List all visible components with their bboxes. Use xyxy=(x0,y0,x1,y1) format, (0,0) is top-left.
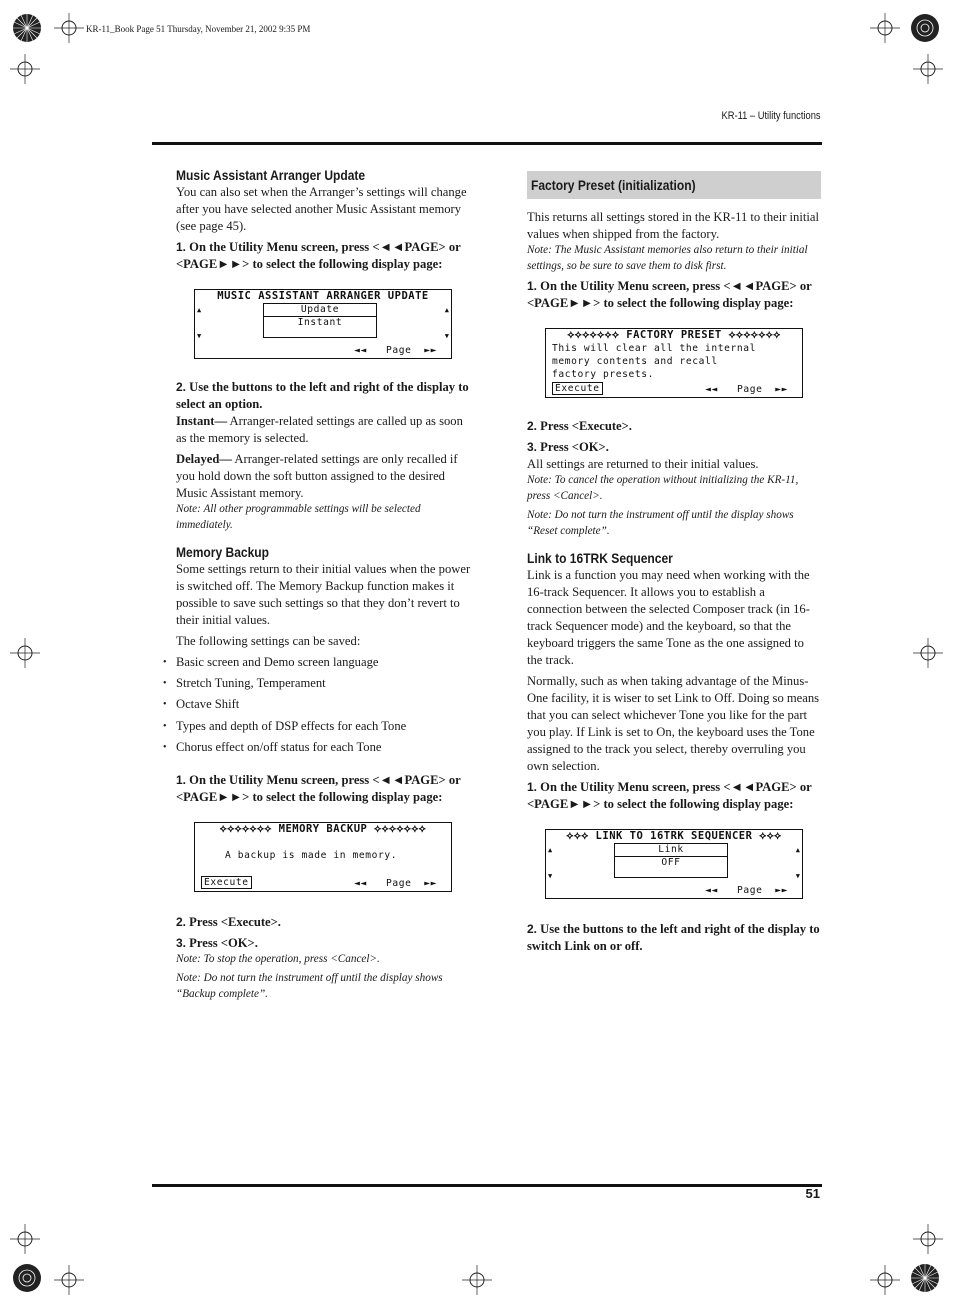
crosshair-icon xyxy=(913,638,943,668)
down-arrow-icon: ▼ xyxy=(444,332,449,340)
print-slug: KR-11_Book Page 51 Thursday, November 21, 2002 9:35 PM xyxy=(86,24,311,34)
lcd-page-nav[interactable]: ◄◄ Page ►► xyxy=(354,345,437,356)
link-p2: Normally, such as when taking advantage of the Minus-One facility, it is wiser to set Link to Off. Doing so means that you can select whichever Tone you like for the part you play. If Link is set to On, the keyboard uses the Tone assigned to the track you select, thereby overruling you own selection. xyxy=(527,674,820,773)
fp-result: All settings are returned to their initial values. xyxy=(527,457,759,471)
section-heading-maau: Music Assistant Arranger Update xyxy=(176,167,366,183)
maau-step-1: 1. On the Utility Menu screen, press <◄◄PAGE> or <PAGE►►> to select the following display page: xyxy=(176,240,461,271)
lcd-title: ⟡⟡⟡⟡⟡⟡⟡ FACTORY PRESET ⟡⟡⟡⟡⟡⟡⟡ xyxy=(567,329,781,341)
up-arrow-icon: ▲ xyxy=(548,846,553,854)
delayed-desc: Delayed— Arranger-related settings are only recalled if you hold down the soft button assigned to the desired Music Assistant memory. xyxy=(176,452,458,500)
crosshair-icon xyxy=(913,1224,943,1254)
list-item: • Stretch Tuning, Temperament xyxy=(176,675,471,692)
registration-mark-icon xyxy=(910,13,940,43)
maau-step-2: 2. Use the buttons to the left and right of the display to select an option. xyxy=(176,380,469,411)
lcd-execute-button[interactable]: Execute xyxy=(201,876,252,889)
fp-intro: This returns all settings stored in the KR-11 to their initial values when shipped from the factory. xyxy=(527,210,819,241)
lcd-title: ⟡⟡⟡⟡⟡⟡⟡ MEMORY BACKUP ⟡⟡⟡⟡⟡⟡⟡ xyxy=(219,822,427,835)
mb-intro: Some settings return to their initial values when the power is switched off. The Memory Backup function makes it possible to save such settings so that they don’t revert to their initial values. xyxy=(176,562,471,627)
lcd-option-update[interactable]: Update xyxy=(300,304,340,315)
mb-note-2: Note: Do not turn the instrument off until the display shows “Backup complete”. xyxy=(176,972,443,1000)
fp-note-3: Note: Do not turn the instrument off until the display shows “Reset complete”. xyxy=(527,509,794,537)
lcd-title: ⟡⟡⟡ LINK TO 16TRK SEQUENCER ⟡⟡⟡ xyxy=(566,830,782,842)
list-item: • Chorus effect on/off status for each Tone xyxy=(176,739,471,756)
crosshair-icon xyxy=(870,1265,900,1295)
down-arrow-icon: ▼ xyxy=(795,872,800,880)
list-item: • Types and depth of DSP effects for each Tone xyxy=(176,718,471,735)
crosshair-icon xyxy=(913,54,943,84)
down-arrow-icon: ▼ xyxy=(548,872,553,880)
crosshair-icon xyxy=(10,1224,40,1254)
lcd-execute-button[interactable]: Execute xyxy=(552,382,603,395)
fp-step-2: 2. Press <Execute>. xyxy=(527,419,632,433)
lcd-page-nav[interactable]: ◄◄ Page ►► xyxy=(705,885,788,896)
maau-note: Note: All other programmable settings will be selected immediately. xyxy=(176,503,421,531)
lcd-option-box xyxy=(263,303,377,338)
crosshair-icon xyxy=(10,54,40,84)
lcd-link xyxy=(545,829,803,899)
section-heading-link: Link to 16TRK Sequencer xyxy=(527,550,673,566)
lcd-line: memory contents and recall xyxy=(552,356,718,367)
crosshair-icon xyxy=(54,13,84,43)
bottom-rule xyxy=(152,1184,822,1187)
mb-step-2: 2. Press <Execute>. xyxy=(176,914,281,929)
registration-mark-icon xyxy=(12,13,42,43)
list-item: • Basic screen and Demo screen language xyxy=(176,654,471,671)
crosshair-icon xyxy=(10,638,40,668)
lcd-line: factory presets. xyxy=(552,369,655,380)
fp-step-3: 3. Press <OK>. xyxy=(527,440,609,454)
lcd-option-instant[interactable]: Instant xyxy=(264,316,376,337)
lcd-title: MUSIC ASSISTANT ARRANGER UPDATE xyxy=(217,290,429,302)
crosshair-icon xyxy=(870,13,900,43)
up-arrow-icon: ▲ xyxy=(444,306,449,314)
list-item: • Octave Shift xyxy=(176,696,471,713)
mb-step-3: 3. Press <OK>. xyxy=(176,935,258,950)
left-column xyxy=(176,166,471,1002)
section-banner-factory-preset xyxy=(527,171,821,199)
lcd-maau xyxy=(194,289,452,359)
lcd-message: A backup is made in memory. xyxy=(225,849,398,861)
crosshair-icon xyxy=(54,1265,84,1295)
crosshair-icon xyxy=(462,1265,492,1295)
up-arrow-icon: ▲ xyxy=(197,306,202,314)
lcd-factory-preset xyxy=(545,328,803,398)
registration-mark-icon xyxy=(910,1263,940,1293)
section-heading-memory-backup: Memory Backup xyxy=(176,544,270,560)
maau-intro: You can also set when the Arranger’s settings will change after you have selected another Music Assistant memory (see page 45). xyxy=(176,185,467,233)
running-head: KR-11 – Utility functions xyxy=(721,110,821,122)
mb-step-1: 1. On the Utility Menu screen, press <◄◄PAGE> or <PAGE►►> to select the following display page: xyxy=(176,772,461,804)
fp-note-2: Note: To cancel the operation without initializing the KR-11, press <Cancel>. xyxy=(527,474,799,502)
fp-note-1: Note: The Music Assistant memories also return to their initial settings, so be sure to save them to disk first. xyxy=(527,244,808,272)
lcd-option-link[interactable]: Link xyxy=(658,844,684,855)
lcd-line: This will clear all the internal xyxy=(552,343,757,354)
top-rule xyxy=(152,142,822,145)
right-column xyxy=(527,171,822,955)
lcd-page-nav[interactable]: ◄◄ Page ►► xyxy=(354,877,437,889)
mb-list-intro: The following settings can be saved: xyxy=(176,634,361,648)
link-p1: Link is a function you may need when working with the 16-track Sequencer. It allows you to establish a connection between the selected Composer track (in 16-track Sequencer mode) and the keyboard, so that the keyboard triggers the same Tone as the one assigned to the track. xyxy=(527,568,810,667)
lcd-option-off[interactable]: OFF xyxy=(615,856,727,877)
instant-desc: Instant— Arranger-related settings are called up as soon as the memory is selected. xyxy=(176,414,463,445)
lcd-option-box xyxy=(614,843,728,878)
lcd-page-nav[interactable]: ◄◄ Page ►► xyxy=(705,384,788,395)
lcd-memory-backup xyxy=(194,822,452,892)
fp-step-1: 1. On the Utility Menu screen, press <◄◄PAGE> or <PAGE►►> to select the following display page: xyxy=(527,279,812,310)
link-step-1: 1. On the Utility Menu screen, press <◄◄PAGE> or <PAGE►►> to select the following display page: xyxy=(527,780,812,811)
mb-note-1: Note: To stop the operation, press <Cancel>. xyxy=(176,952,380,965)
page-number: 51 xyxy=(805,1186,820,1201)
mb-settings-list xyxy=(176,654,471,756)
up-arrow-icon: ▲ xyxy=(795,846,800,854)
registration-mark-icon xyxy=(12,1263,42,1293)
down-arrow-icon: ▼ xyxy=(197,332,202,340)
link-step-2: 2. Use the buttons to the left and right of the display to switch Link on or off. xyxy=(527,922,820,953)
section-heading-factory-preset: Factory Preset (initialization) xyxy=(531,177,696,193)
